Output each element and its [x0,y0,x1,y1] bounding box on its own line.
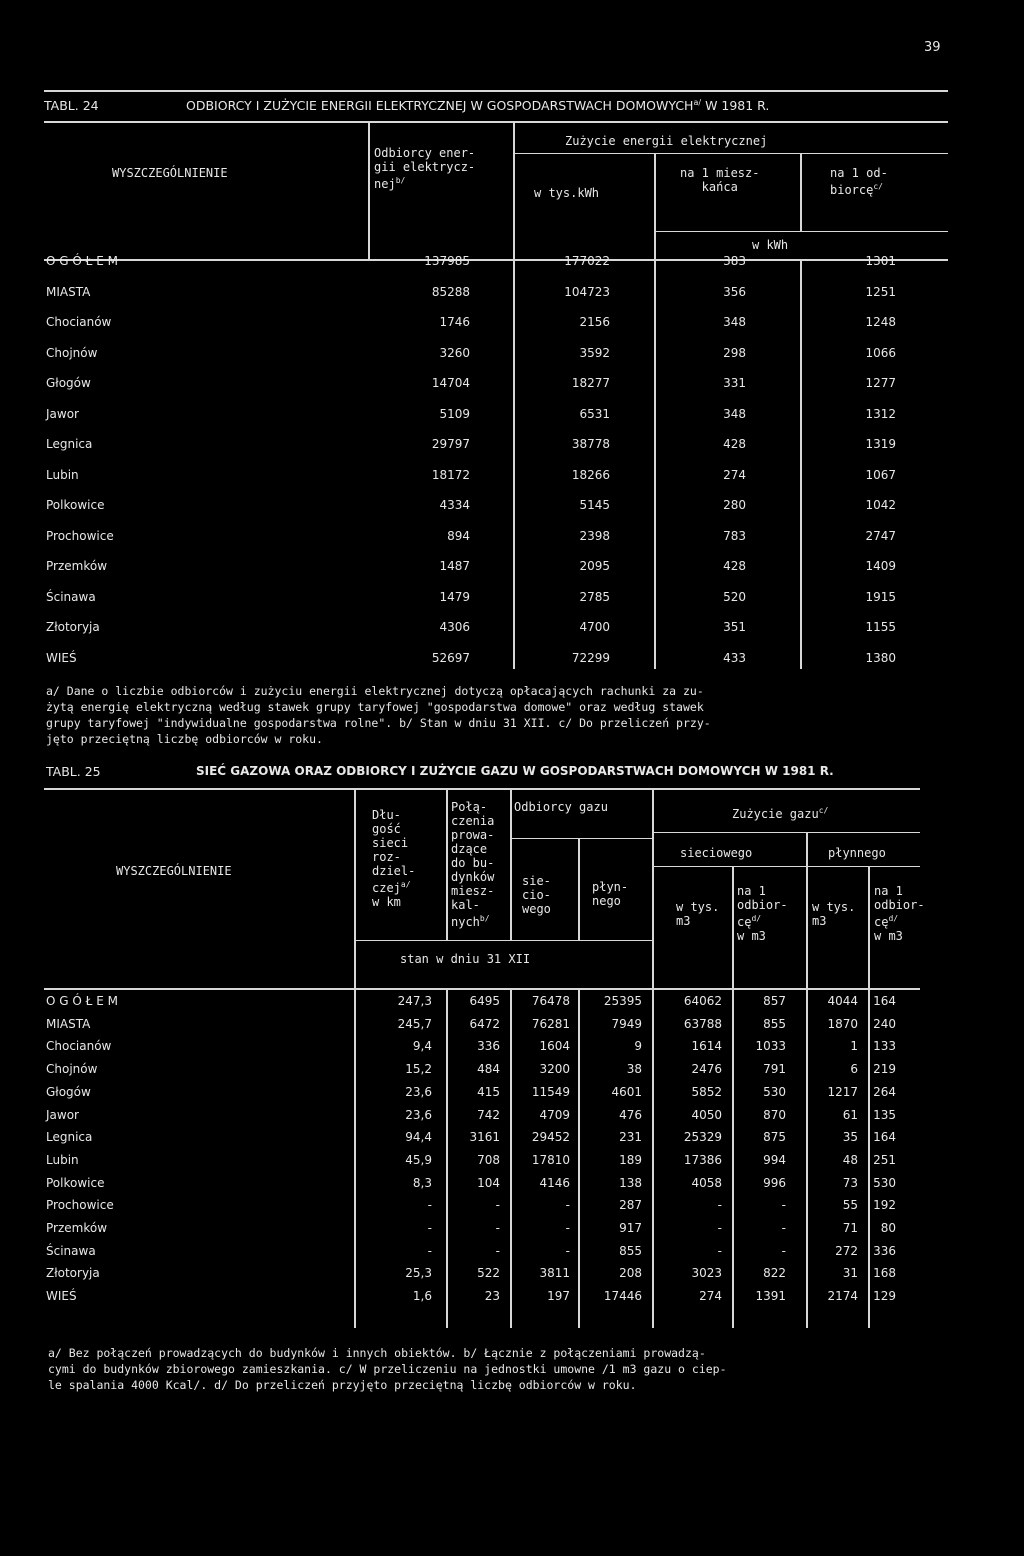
row-label: Złotoryja [46,620,100,634]
cell-zuz-siec-tys: 3023 [691,1266,722,1280]
cell-zuz-siec-tys: 4058 [691,1176,722,1190]
cell-zuz-siec-odb: - [781,1221,786,1235]
cell-na-odbiorce: 1312 [865,407,896,421]
cell-tys-kwh: 2156 [579,315,610,329]
cell-na-mieszkanca: 331 [723,376,746,390]
cell-zuz-plyn-tys: 2174 [827,1289,858,1303]
cell-odb-siec: 1604 [539,1039,570,1053]
cell-odb-siec: 11549 [531,1085,570,1099]
cell-na-odbiorce: 2747 [865,529,896,543]
cell-odb-plyn: 17446 [603,1289,642,1303]
row-label: Prochowice [46,1198,114,1212]
cell-tys-kwh: 3592 [579,346,610,360]
cell-dlugosc: 245,7 [397,1017,432,1031]
cell-zuz-siec-tys: - [717,1198,722,1212]
cell-na-odbiorce: 1319 [865,437,896,451]
cell-zuz-plyn-tys: 48 [842,1153,858,1167]
cell-zuz-plyn-tys: 272 [835,1244,858,1258]
cell-zuz-plyn-tys: 4044 [827,994,858,1008]
rule [44,259,948,261]
row-label: Chocianów [46,315,112,329]
cell-polaczenia: - [495,1221,500,1235]
rule [510,838,654,839]
cell-na-mieszkanca: 783 [723,529,746,543]
cell-na-mieszkanca: 428 [723,559,746,573]
cell-na-odbiorce: 1155 [865,620,896,634]
cell-odbiorcy: 1746 [439,315,470,329]
cell-odb-plyn: 476 [619,1108,642,1122]
row-label: Chojnów [46,346,98,360]
cell-polaczenia: 522 [477,1266,500,1280]
divider [354,790,356,990]
cell-dlugosc: 45,9 [405,1153,432,1167]
cell-dlugosc: 15,2 [405,1062,432,1076]
header-zuzycie-group: Zużycie energii elektrycznej [565,134,768,148]
header-plynnego: płynnego [828,846,886,860]
cell-odb-plyn: 9 [634,1039,642,1053]
cell-odb-plyn: 855 [619,1244,642,1258]
cell-na-mieszkanca: 520 [723,590,746,604]
cell-na-odbiorce: 1248 [865,315,896,329]
cell-odb-plyn: 4601 [611,1085,642,1099]
cell-na-odbiorce: 1042 [865,498,896,512]
cell-dlugosc: 8,3 [412,1176,432,1190]
cell-tys-kwh: 38778 [571,437,610,451]
footnote-line: le spalania 4000 Kcal/. d/ Do przeliczeń przyjęto przeciętną liczbę odbiorców w roku. [48,1378,637,1392]
cell-na-mieszkanca: 433 [723,651,746,665]
cell-polaczenia: - [495,1244,500,1258]
header-wyszczegolnienie: WYSZCZEGÓLNIENIE [116,864,232,878]
cell-odbiorcy: 14704 [431,376,470,390]
header-sieciowego: sieciowego [680,846,753,860]
cell-zuz-plyn-odb: 336 [873,1244,896,1258]
cell-odb-siec: 3200 [539,1062,570,1076]
rule [652,866,920,867]
cell-odbiorcy: 1479 [439,590,470,604]
cell-polaczenia: 742 [477,1108,500,1122]
cell-tys-kwh: 18277 [571,376,610,390]
cell-odb-plyn: 25395 [603,994,642,1008]
header-wyszczegolnienie: WYSZCZEGÓLNIENIE [112,166,228,180]
cell-zuz-plyn-odb: 240 [873,1017,896,1031]
footnote-line: grupy taryfowej "indywidualne gospodarstwa rolne". b/ Stan w dniu 31 XII. c/ Do przeliczeń przy- [46,716,711,730]
cell-dlugosc: 94,4 [405,1130,432,1144]
divider [806,832,808,990]
cell-odbiorcy: 18172 [431,468,470,482]
row-label: Polkowice [46,498,105,512]
divider [513,259,515,669]
cell-na-mieszkanca: 348 [723,407,746,421]
cell-zuz-siec-tys: 17386 [683,1153,722,1167]
cell-zuz-siec-odb: 855 [763,1017,786,1031]
cell-odbiorcy: 1487 [439,559,470,573]
divider [652,790,654,990]
cell-odb-siec: 4146 [539,1176,570,1190]
cell-zuz-siec-tys: 63788 [683,1017,722,1031]
divider [732,866,734,990]
cell-zuz-siec-odb: 857 [763,994,786,1008]
header-dlugosc-sieci: Dłu- gość sieci roz- dziel- czej$^{a/}$ w km [372,808,416,909]
footnote-line: a/ Bez połączeń prowadzących do budynków i innych obiektów. b/ Łącznie z połączeniami prowadzą- [48,1346,706,1360]
table-25-label: TABL. 25 [46,764,101,779]
cell-na-odbiorce: 1067 [865,468,896,482]
header-na-1-odbiorce: na 1 od- biorcę$^{c/}$ [830,166,888,197]
cell-zuz-siec-tys: 4050 [691,1108,722,1122]
cell-zuz-plyn-tys: 6 [850,1062,858,1076]
row-label: Lubin [46,468,79,482]
cell-odbiorcy: 29797 [431,437,470,451]
cell-na-mieszkanca: 428 [723,437,746,451]
header-odbiorcy-gazu: Odbiorcy gazu [514,800,608,814]
cell-zuz-plyn-odb: 168 [873,1266,896,1280]
header-unit-kwh: w kWh [752,238,789,252]
cell-na-mieszkanca: 348 [723,315,746,329]
divider [368,123,370,261]
row-label: Chocianów [46,1039,112,1053]
cell-odb-plyn: 231 [619,1130,642,1144]
footnote-line: a/ Dane o liczbie odbiorców i zużyciu energii elektrycznej dotyczą opłacających rachunki za zu- [46,684,704,698]
row-label: Złotoryja [46,1266,100,1280]
header-plyn-na-odbiorce: na 1 odbior- $cę^{d/}$ w m3 [874,884,925,943]
cell-tys-kwh: 177022 [564,254,610,268]
rule [44,788,920,790]
cell-polaczenia: 3161 [469,1130,500,1144]
cell-zuz-plyn-odb: 530 [873,1176,896,1190]
cell-zuz-plyn-odb: 164 [873,1130,896,1144]
cell-zuz-plyn-odb: 219 [873,1062,896,1076]
cell-zuz-siec-tys: - [717,1221,722,1235]
row-label: WIEŚ [46,1289,77,1303]
cell-dlugosc: 23,6 [405,1108,432,1122]
cell-na-mieszkanca: 274 [723,468,746,482]
cell-odbiorcy: 5109 [439,407,470,421]
cell-tys-kwh: 72299 [571,651,610,665]
cell-dlugosc: - [427,1198,432,1212]
cell-polaczenia: 6472 [469,1017,500,1031]
cell-tys-kwh: 5145 [579,498,610,512]
cell-zuz-siec-tys: 64062 [683,994,722,1008]
cell-zuz-siec-odb: 870 [763,1108,786,1122]
cell-zuz-plyn-odb: 264 [873,1085,896,1099]
divider [578,838,580,940]
cell-odbiorcy: 894 [447,529,470,543]
header-siec-tys-m3: w tys. m3 [676,900,720,928]
table-24-label: TABL. 24 [44,98,99,113]
rule [654,231,948,232]
cell-zuz-plyn-odb: 80 [880,1221,896,1235]
cell-dlugosc: 25,3 [405,1266,432,1280]
rule [44,121,948,123]
cell-odb-siec: - [565,1198,570,1212]
cell-zuz-siec-odb: 822 [763,1266,786,1280]
row-label: Prochowice [46,529,114,543]
rule [652,832,920,833]
row-label: Polkowice [46,1176,105,1190]
cell-polaczenia: 484 [477,1062,500,1076]
cell-odb-plyn: 7949 [611,1017,642,1031]
cell-odb-siec: - [565,1244,570,1258]
cell-na-odbiorce: 1380 [865,651,896,665]
cell-zuz-siec-odb: 1033 [755,1039,786,1053]
cell-odb-plyn: 917 [619,1221,642,1235]
cell-zuz-siec-tys: 5852 [691,1085,722,1099]
cell-na-odbiorce: 1277 [865,376,896,390]
cell-odb-siec: 76281 [531,1017,570,1031]
cell-tys-kwh: 18266 [571,468,610,482]
cell-odb-plyn: 138 [619,1176,642,1190]
header-tys-kwh: w tys.kWh [534,186,600,200]
cell-odb-plyn: 208 [619,1266,642,1280]
cell-tys-kwh: 4700 [579,620,610,634]
cell-odb-siec: 197 [547,1289,570,1303]
header-sieciowego-odb: sie- cio- wego [522,874,551,916]
cell-zuz-siec-odb: 1391 [755,1289,786,1303]
rule [44,988,920,990]
cell-zuz-plyn-tys: 31 [842,1266,858,1280]
divider [868,866,870,990]
cell-zuz-siec-tys: - [717,1244,722,1258]
cell-zuz-siec-odb: - [781,1198,786,1212]
divider [513,123,515,261]
cell-dlugosc: 1,6 [412,1289,432,1303]
cell-zuz-plyn-tys: 61 [842,1108,858,1122]
cell-zuz-plyn-tys: 1217 [827,1085,858,1099]
cell-zuz-siec-odb: 994 [763,1153,786,1167]
divider [800,259,802,669]
cell-zuz-siec-tys: 25329 [683,1130,722,1144]
cell-zuz-plyn-odb: 133 [873,1039,896,1053]
cell-polaczenia: 6495 [469,994,500,1008]
row-label: Jawor [46,1108,79,1122]
cell-polaczenia: 336 [477,1039,500,1053]
cell-polaczenia: 23 [484,1289,500,1303]
cell-polaczenia: 415 [477,1085,500,1099]
cell-tys-kwh: 6531 [579,407,610,421]
row-label: Legnica [46,437,93,451]
cell-dlugosc: - [427,1221,432,1235]
cell-na-odbiorce: 1409 [865,559,896,573]
rule [354,940,654,941]
cell-odb-plyn: 287 [619,1198,642,1212]
table-24-title: ODBIORCY I ZUŻYCIE ENERGII ELEKTRYCZNEJ W GOSPODARSTWACH $DOMOWYCH^{a/}$ W 1981 R. [186,98,770,114]
cell-zuz-plyn-odb: 164 [873,994,896,1008]
row-label: Jawor [46,407,79,421]
header-siec-na-odbiorce: na 1 odbior- $cę^{d/}$ w m3 [737,884,788,943]
cell-tys-kwh: 104723 [564,285,610,299]
table-25-title: SIEĆ GAZOWA ORAZ ODBIORCY I ZUŻYCIE GAZU W GOSPODARSTWACH DOMOWYCH W 1981 R. [196,764,834,778]
row-label: Ścinawa [46,1244,96,1258]
cell-zuz-plyn-tys: 1870 [827,1017,858,1031]
divider [654,259,656,669]
cell-odb-siec: 3811 [539,1266,570,1280]
header-polaczenia: Połą- czenia prowa- dzące do bu- dynków miesz- kal- nych$^{b/}$ [451,800,495,929]
header-zuzycie-gazu: Zużycie gazu$^{c/}$ [732,806,829,821]
cell-na-mieszkanca: 351 [723,620,746,634]
cell-polaczenia: 104 [477,1176,500,1190]
rule [44,90,948,92]
cell-zuz-plyn-tys: 35 [842,1130,858,1144]
cell-na-mieszkanca: 356 [723,285,746,299]
header-na-1-mieszkanca: na 1 miesz- kańca [680,166,760,194]
cell-dlugosc: 9,4 [412,1039,432,1053]
row-label: MIASTA [46,285,91,299]
cell-odb-siec: 17810 [531,1153,570,1167]
cell-zuz-siec-odb: 996 [763,1176,786,1190]
cell-odbiorcy: 137985 [424,254,470,268]
cell-na-odbiorce: 1301 [865,254,896,268]
cell-zuz-plyn-odb: 135 [873,1108,896,1122]
cell-zuz-plyn-tys: 1 [850,1039,858,1053]
row-label: Legnica [46,1130,93,1144]
cell-zuz-plyn-tys: 71 [842,1221,858,1235]
footnote-line: żytą energię elektryczną według stawek grupy taryfowej "gospodarstwa domowe" oraz według stawek [46,700,704,714]
cell-dlugosc: 23,6 [405,1085,432,1099]
row-label: O G Ó Ł E M [46,254,118,268]
header-plynnego-odb: płyn- nego [592,880,629,908]
cell-zuz-siec-tys: 274 [699,1289,722,1303]
cell-tys-kwh: 2095 [579,559,610,573]
cell-zuz-siec-odb: 791 [763,1062,786,1076]
cell-na-mieszkanca: 298 [723,346,746,360]
divider [654,153,656,261]
cell-odb-siec: - [565,1221,570,1235]
cell-zuz-siec-odb: - [781,1244,786,1258]
cell-zuz-siec-odb: 875 [763,1130,786,1144]
cell-zuz-siec-tys: 1614 [691,1039,722,1053]
cell-odbiorcy: 85288 [431,285,470,299]
row-label: MIASTA [46,1017,91,1031]
row-label: Głogów [46,1085,91,1099]
row-label: Przemków [46,1221,108,1235]
cell-zuz-siec-tys: 2476 [691,1062,722,1076]
cell-dlugosc: 247,3 [397,994,432,1008]
cell-tys-kwh: 2785 [579,590,610,604]
cell-polaczenia: - [495,1198,500,1212]
cell-zuz-plyn-tys: 73 [842,1176,858,1190]
cell-tys-kwh: 2398 [579,529,610,543]
cell-odb-siec: 76478 [531,994,570,1008]
cell-odbiorcy: 4306 [439,620,470,634]
divider [446,790,448,940]
row-label: O G Ó Ł E M [46,994,118,1008]
page-number: 39 [924,40,941,55]
rule [513,153,948,154]
cell-zuz-plyn-tys: 55 [842,1198,858,1212]
row-label: Chojnów [46,1062,98,1076]
row-label: Głogów [46,376,91,390]
header-plyn-tys-m3: w tys. m3 [812,900,856,928]
cell-odb-siec: 4709 [539,1108,570,1122]
cell-na-odbiorce: 1066 [865,346,896,360]
row-label: Lubin [46,1153,79,1167]
cell-odb-plyn: 189 [619,1153,642,1167]
row-label: Ścinawa [46,590,96,604]
divider [800,153,802,231]
cell-zuz-siec-odb: 530 [763,1085,786,1099]
cell-odbiorcy: 3260 [439,346,470,360]
cell-zuz-plyn-odb: 129 [873,1289,896,1303]
divider [510,790,512,940]
cell-zuz-plyn-odb: 251 [873,1153,896,1167]
cell-odb-siec: 29452 [531,1130,570,1144]
cell-dlugosc: - [427,1244,432,1258]
cell-na-odbiorce: 1251 [865,285,896,299]
row-label: WIEŚ [46,651,77,665]
cell-odb-plyn: 38 [626,1062,642,1076]
row-label: Przemków [46,559,108,573]
cell-na-mieszkanca: 280 [723,498,746,512]
cell-na-mieszkanca: 383 [723,254,746,268]
header-odbiorcy: Odbiorcy ener- gii elektrycz- nej$^{b/}$ [374,146,476,191]
cell-odbiorcy: 52697 [431,651,470,665]
cell-polaczenia: 708 [477,1153,500,1167]
header-stan: stan w dniu 31 XII [400,952,531,966]
footnote-line: cymi do budynków zbiorowego zamieszkania. c/ W przeliczeniu na jednostki umowne /1 m3 gazu o ciep- [48,1362,727,1376]
cell-zuz-plyn-odb: 192 [873,1198,896,1212]
cell-na-odbiorce: 1915 [865,590,896,604]
cell-odbiorcy: 4334 [439,498,470,512]
footnote-line: jęto przeciętną liczbę odbiorców w roku. [46,732,323,746]
